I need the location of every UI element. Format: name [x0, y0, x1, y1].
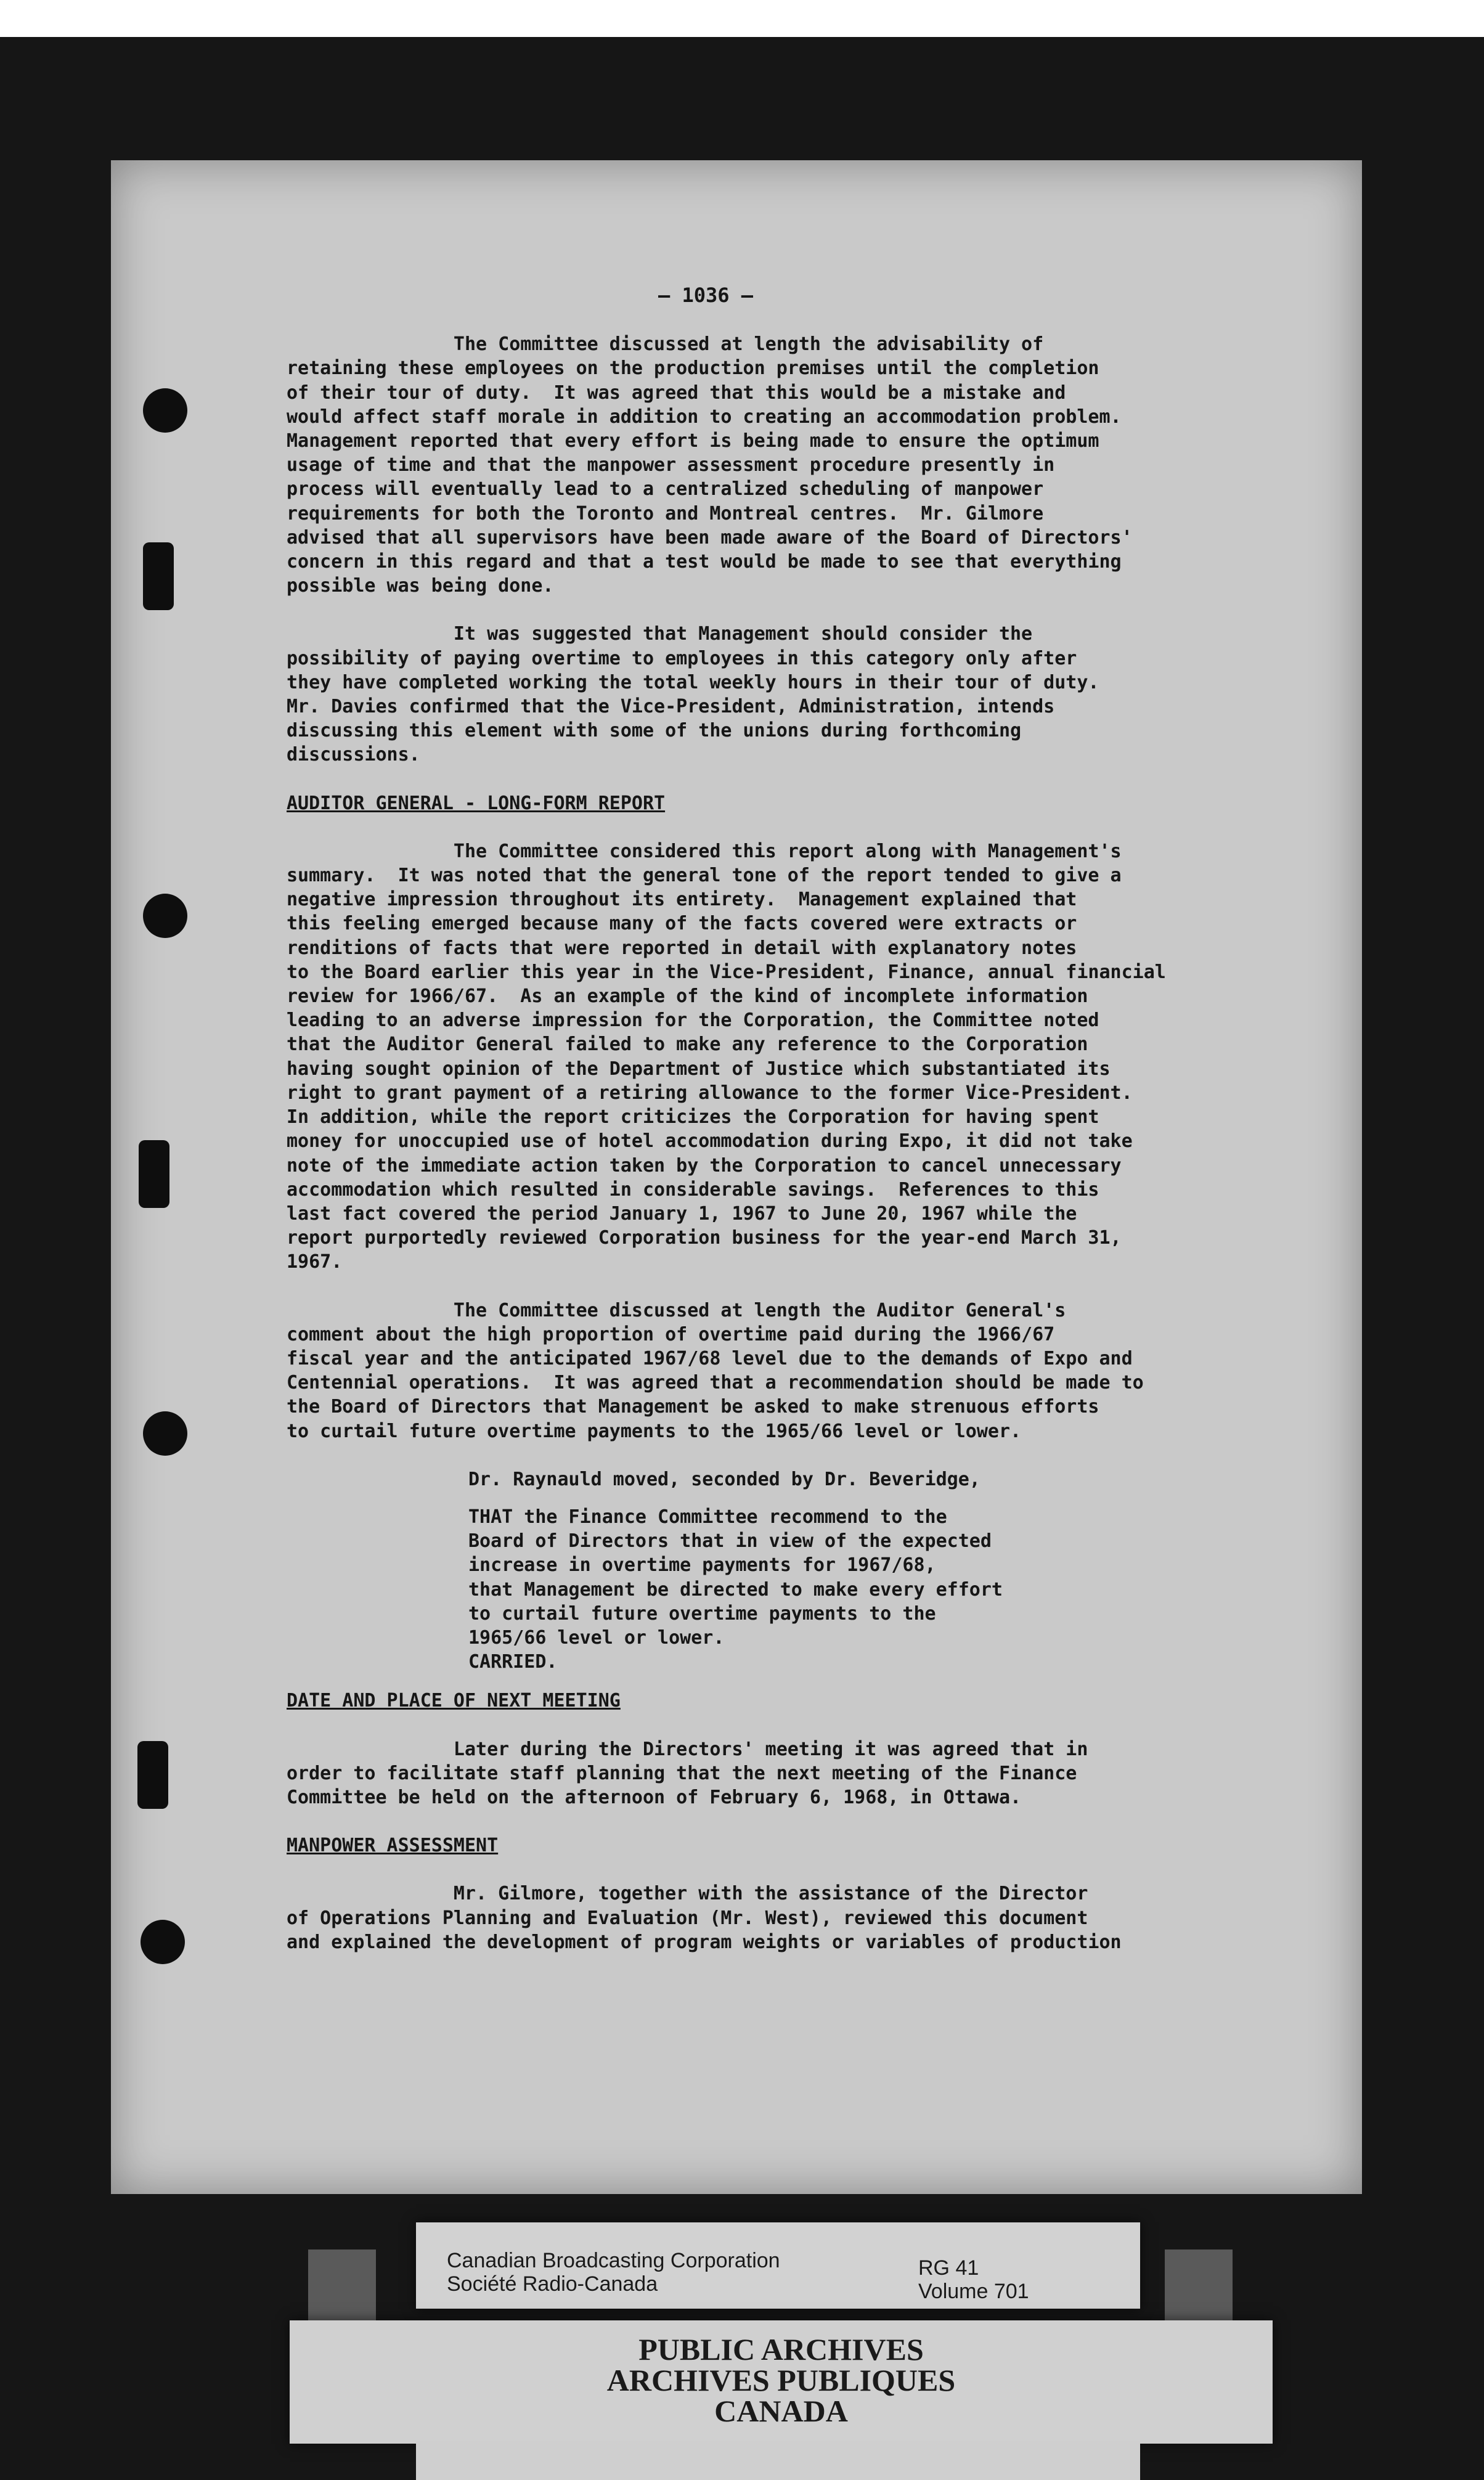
binder-hole: [143, 1411, 187, 1456]
paragraph-5: Later during the Directors' meeting it was agreed that in order to facilitate staff planning that the next meeting of the Finance Committee be held on the afternoon of February 6, 1968, in Ottawa.: [287, 1738, 1088, 1808]
record-group: RG 41: [918, 2256, 979, 2280]
org-name-french: Société Radio-Canada: [447, 2272, 658, 2296]
archive-label-card: [416, 2222, 1140, 2309]
document-body: [287, 283, 1285, 1978]
archives-stamp-line-3: CANADA: [714, 2394, 848, 2428]
paragraph-4: The Committee discussed at length the Auditor General's comment about the high proportion of overtime paid during the 1966/67 fiscal year and the anticipated 1967/68 level due to the demands of Expo and Centennial operations. It was agreed that a recommendation should be made to the Board of Directors that Management be asked to make strenuous efforts to curtail future overtime payments to the 1965/66 level or lower.: [287, 1299, 1144, 1442]
paragraph-2: It was suggested that Management should consider the possibility of paying overtime to employees in this category only after they have completed working the total weekly hours in their tour of duty. Mr. Davies confirmed that the Vice-President, Administration, intends discussing this element with some of the unions during forthcoming discussions.: [287, 623, 1099, 766]
heading-next-meeting: DATE AND PLACE OF NEXT MEETING: [287, 1690, 621, 1712]
film-tab-left: [308, 2250, 376, 2323]
paragraph-1: The Committee discussed at length the advisability of retaining these employees on the production premises until the completion of their tour of duty. It was agreed that this would be a mistake and would affect staff morale in addition to creating an accommodation problem. Management reported that every effort is being made to ensure the optimum usage of time and that the manpower assessment procedure presently in process will eventually lead to a centralized scheduling of manpower requirements for both the Toronto and Montreal centres. Mr. Gilmore advised that all supervisors have been made aware of the Board of Directors' concern in this regard and that a test would be made to see that everything possible was being done.: [287, 333, 1133, 597]
heading-manpower-assessment: MANPOWER ASSESSMENT: [287, 1835, 499, 1857]
motion-line: Dr. Raynauld moved, seconded by Dr. Beveridge,: [468, 1468, 980, 1490]
resolution-block: THAT the Finance Committee recommend to the Board of Directors that in view of the expected increase in overtime payments for 1967/68, that Management be directed to make every effort to curtail future overtime payments to the 1965/66 level or lower. CARRIED.: [468, 1506, 1003, 1673]
binder-slot: [139, 1140, 169, 1208]
paragraph-6: Mr. Gilmore, together with the assistance of the Director of Operations Planning and Evaluation (Mr. West), reviewed this document and explained the development of program weights or variables of production: [287, 1883, 1122, 1953]
binder-hole: [143, 894, 187, 938]
binder-slot: [143, 542, 174, 610]
org-name-english: Canadian Broadcasting Corporation: [447, 2249, 780, 2272]
archives-stamp-line-1: PUBLIC ARCHIVES: [638, 2332, 924, 2367]
paragraph-3: The Committee considered this report along with Management's summary. It was noted that the general tone of the report tended to give a negative impression throughout its entirety. Management explained that this feeling emerged because many of the facts covered were extracts or renditions of facts that were reported in detail with explanatory notes to the Board earlier this year in the Vice-President, Finance, annual financial review for 1966/67. As an example of the kind of incomplete information leading to an adverse impression for the Corporation, the Committee noted that the Auditor General failed to make any reference to the Corporation having sought opinion of the Department of Justice which substantiated its right to grant payment of a retiring allowance to the former Vice-President. In addition, while the report criticizes the Corporation for having spent money for unoccupied use of hotel accommodation during Expo, it did not take note of the immediate action taken by the Corporation to cancel unnecessary accommodation which resulted in considerable savings. References to this last fact covered the period January 1, 1967 to June 20, 1967 while the report purportedly reviewed Corporation business for the year-end March 31, 1967.: [287, 840, 1166, 1273]
film-bottom-strip: [416, 2441, 1140, 2480]
binder-slot: [137, 1741, 168, 1809]
public-archives-stamp: [290, 2320, 1273, 2444]
binder-hole: [141, 1920, 185, 1964]
heading-auditor-general: AUDITOR GENERAL - LONG-FORM REPORT: [287, 792, 666, 814]
film-tab-right: [1165, 2250, 1233, 2323]
binder-hole: [143, 388, 187, 433]
volume-number: Volume 701: [918, 2280, 1029, 2303]
page-number: — 1036 —: [658, 283, 754, 307]
archives-stamp-line-2: ARCHIVES PUBLIQUES: [606, 2363, 956, 2397]
